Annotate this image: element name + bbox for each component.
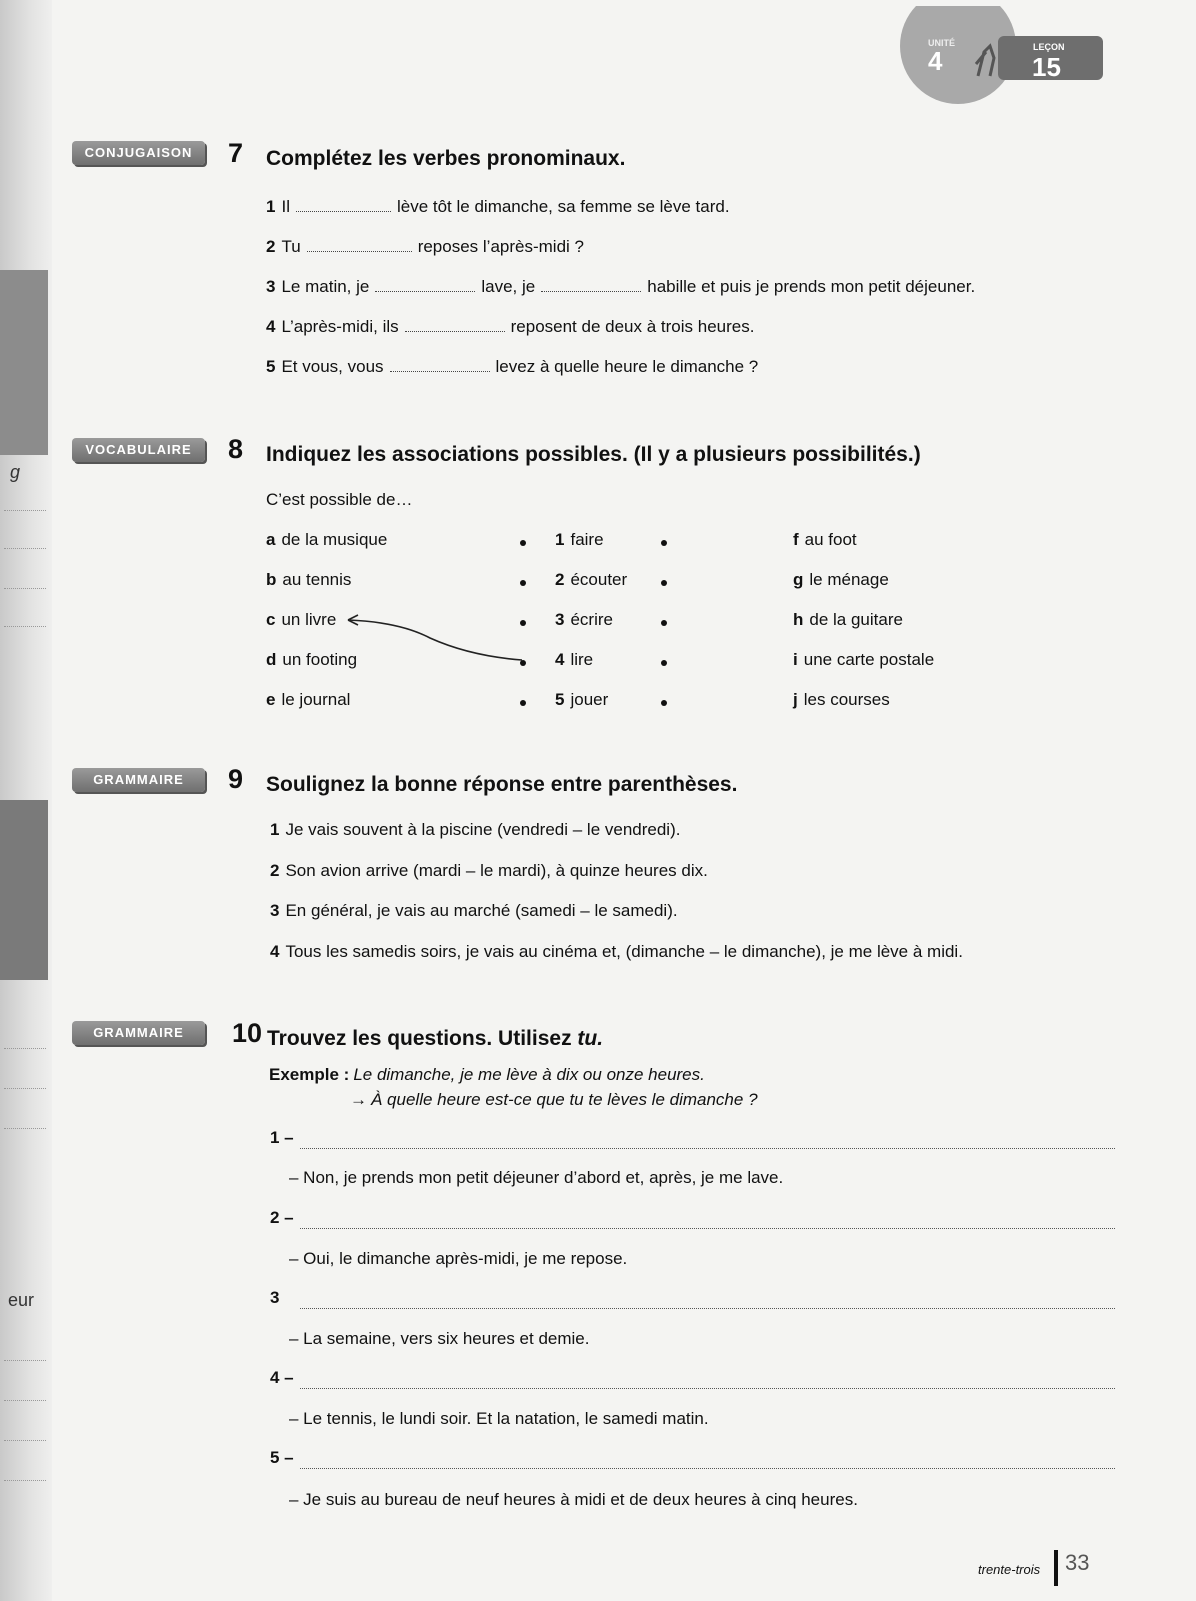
spine-text: eur: [8, 1290, 35, 1310]
match-right-item[interactable]: i une carte postale: [793, 650, 935, 669]
spine-rule: [4, 626, 46, 627]
exercise-line: 5 Et vous, vous levez à quelle heure le dimanche ?: [266, 357, 759, 376]
spine-rule: [4, 1088, 46, 1089]
exercise-intro: C’est possible de…: [266, 490, 413, 509]
match-dot[interactable]: [520, 580, 526, 586]
item-answer: – Non, je prends mon petit déjeuner d’abord et, après, je me lave.: [289, 1168, 784, 1187]
answer-line[interactable]: [300, 1148, 1115, 1149]
answer-blank[interactable]: [390, 370, 490, 372]
match-verb-item[interactable]: 2 écouter: [555, 570, 628, 589]
exercise-line: 3 En général, je vais au marché (samedi – le samedi).: [270, 901, 678, 920]
match-dot[interactable]: [661, 620, 667, 626]
spine-rule: [4, 548, 46, 549]
exercise-line: 1 Il lève tôt le dimanche, sa femme se lève tard.: [266, 197, 730, 216]
exercise-line: 1 Je vais souvent à la piscine (vendredi – le vendredi).: [270, 820, 681, 839]
exercise-number: 9: [228, 764, 244, 794]
match-right-item[interactable]: g le ménage: [793, 570, 889, 589]
match-dot[interactable]: [661, 660, 667, 666]
spine-image-strip: [0, 800, 48, 980]
section-tag: CONJUGAISON: [72, 141, 205, 165]
section-tag: GRAMMAIRE: [72, 1021, 205, 1045]
lesson-label: LEÇON: [1033, 42, 1065, 52]
item-number: 3: [270, 1288, 280, 1307]
spine-rule: [4, 1128, 46, 1129]
exercise-title: Complétez les verbes pronominaux.: [266, 147, 626, 170]
match-right-item[interactable]: f au foot: [793, 530, 857, 549]
lesson-number: 15: [1032, 52, 1061, 82]
match-dot[interactable]: [661, 580, 667, 586]
match-dot[interactable]: [520, 700, 526, 706]
answer-line[interactable]: [300, 1388, 1115, 1389]
answer-blank[interactable]: [375, 290, 475, 292]
page-word: trente-trois: [978, 1562, 1041, 1577]
exercise-title: Indiquez les associations possibles. (Il y a plusieurs possibilités.): [266, 443, 921, 466]
item-answer: – Oui, le dimanche après-midi, je me repose.: [289, 1249, 628, 1268]
exercise-line: 2 Tu reposes l’après-midi ?: [266, 237, 584, 256]
exercise-number: 10: [232, 1018, 263, 1048]
unit-lesson-badge: [898, 6, 1138, 104]
match-verb-item[interactable]: 5 jouer: [555, 690, 609, 709]
spine-image-strip: [0, 270, 48, 455]
exercise-line: 4 Tous les samedis soirs, je vais au cinéma et, (dimanche – le dimanche), je me lève à midi.: [270, 942, 963, 961]
section-tag: VOCABULAIRE: [72, 438, 205, 462]
unit-number: 4: [928, 46, 943, 76]
spine-rule: [4, 1480, 46, 1481]
match-dot[interactable]: [520, 540, 526, 546]
match-left-item[interactable]: e le journal: [266, 690, 351, 709]
item-number: 5 –: [270, 1448, 294, 1467]
exercise-line: 3 Le matin, je lave, je habille et puis je prends mon petit déjeuner.: [266, 277, 976, 296]
match-dot[interactable]: [661, 700, 667, 706]
answer-line[interactable]: [300, 1308, 1115, 1309]
spine-rule: [4, 1360, 46, 1361]
spine-rule: [4, 1048, 46, 1049]
answer-line[interactable]: [300, 1228, 1115, 1229]
exercise-title: Trouvez les questions. Utilisez tu.: [267, 1027, 604, 1050]
exercise-line: 4 L’après-midi, ils reposent de deux à trois heures.: [266, 317, 755, 336]
answer-blank[interactable]: [541, 290, 641, 292]
spine-rule: [4, 1440, 46, 1441]
match-verb-item[interactable]: 1 faire: [555, 530, 604, 549]
item-number: 1 –: [270, 1128, 294, 1147]
spine-rule: [4, 1400, 46, 1401]
page-number: 33: [1065, 1550, 1090, 1575]
match-verb-item[interactable]: 4 lire: [555, 650, 594, 669]
spine-rule: [4, 510, 46, 511]
match-left-item[interactable]: a de la musique: [266, 530, 388, 549]
match-right-item[interactable]: j les courses: [793, 690, 890, 709]
exercise-line: 2 Son avion arrive (mardi – le mardi), à quinze heures dix.: [270, 861, 708, 880]
exercise-number: 7: [228, 138, 244, 168]
page-bar: [1054, 1550, 1058, 1586]
match-dot[interactable]: [661, 540, 667, 546]
item-answer: – Le tennis, le lundi soir. Et la natation, le samedi matin.: [289, 1409, 709, 1428]
match-verb-item[interactable]: 3 écrire: [555, 610, 613, 629]
example-answer: → À quelle heure est-ce que tu te lèves le dimanche ?: [350, 1090, 758, 1109]
drawn-connector-line: [340, 610, 530, 670]
item-number: 2 –: [270, 1208, 294, 1227]
match-left-item[interactable]: b au tennis: [266, 570, 352, 589]
answer-blank[interactable]: [307, 250, 412, 252]
answer-line[interactable]: [300, 1468, 1115, 1469]
item-answer: – Je suis au bureau de neuf heures à midi et de deux heures à cinq heures.: [289, 1490, 858, 1509]
item-answer: – La semaine, vers six heures et demie.: [289, 1329, 590, 1348]
unit-label: UNITÉ: [928, 38, 955, 48]
spine-rule: [4, 588, 46, 589]
exercise-title: Soulignez la bonne réponse entre parenthèses.: [266, 773, 738, 796]
exercise-number: 8: [228, 434, 244, 464]
match-left-item[interactable]: d un footing: [266, 650, 358, 669]
spine-text: g: [10, 462, 21, 482]
match-right-item[interactable]: h de la guitare: [793, 610, 903, 629]
example-line: Exemple : Le dimanche, je me lève à dix ou onze heures.: [269, 1065, 705, 1084]
section-tag: GRAMMAIRE: [72, 768, 205, 792]
item-number: 4 –: [270, 1368, 294, 1387]
answer-blank[interactable]: [405, 330, 505, 332]
match-left-item[interactable]: c un livre: [266, 610, 337, 629]
answer-blank[interactable]: [296, 210, 391, 212]
